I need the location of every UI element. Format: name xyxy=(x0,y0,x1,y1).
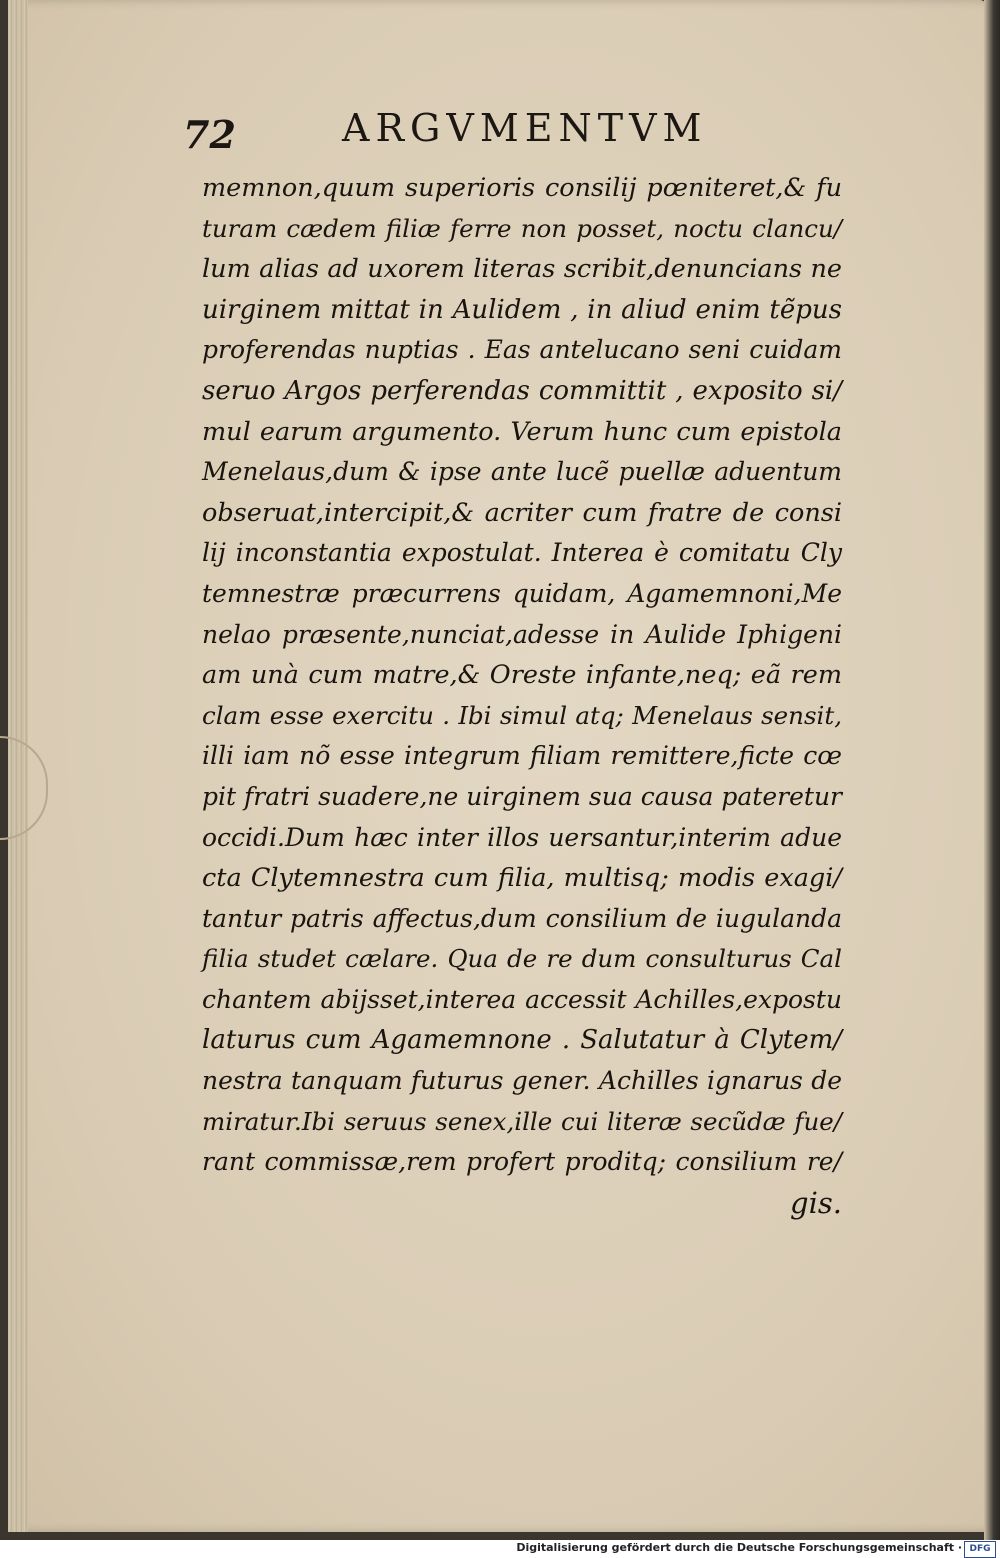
text-line: chantem abijsset,interea accessit Achilles,expostu xyxy=(202,984,842,1014)
text-line: lum alias ad uxorem literas scribit,denuncians ne xyxy=(202,254,842,285)
text-line: clam esse exercitu . Ibi simul atq; Menelaus sensit, xyxy=(202,700,842,730)
text-line: filia studet cælare. Qua de re dum consulturus Cal xyxy=(202,944,842,974)
text-line: cta Clytemnestra cum filia, multisq; modis exagi/ xyxy=(202,863,842,894)
text-line: laturus cum Agamemnone . Salutatur à Clytem/ xyxy=(202,1025,842,1056)
text-line: proferendas nuptias . Eas antelucano seni cuidam xyxy=(202,335,842,365)
text-line: seruo Argos perferendas committit , exposito si/ xyxy=(202,375,842,406)
catchword: gis. xyxy=(790,1185,842,1220)
text-line: am unà cum matre,& Oreste infante,neq; eã rem xyxy=(202,660,842,691)
text-line: nelao præsente,nunciat,adesse in Aulide Iphigeni xyxy=(202,619,842,649)
text-line: miratur.Ibi seruus senex,ille cui literæ secũdæ fue/ xyxy=(202,1106,842,1136)
text-line: pit fratri suadere,ne uirginem sua causa pateretur xyxy=(202,781,842,811)
page-number: 72 xyxy=(183,112,236,157)
text-line: nestra tanquam futurus gener. Achilles ignarus de xyxy=(202,1066,842,1096)
text-line: mul earum argumento. Verum hunc cum epistola xyxy=(202,416,842,447)
text-line: illi iam nõ esse integrum filiam remittere,ficte cœ xyxy=(202,741,842,771)
text-line: rant commissæ,rem profert proditq; consilium re/ xyxy=(202,1147,842,1177)
text-line: lij inconstantia expostulat. Interea è comitatu Cly xyxy=(202,538,842,568)
text-line: obseruat,intercipit,& acriter cum fratre de consi xyxy=(202,497,842,528)
text-line: occidi.Dum hæc inter illos uersantur,interim adue xyxy=(202,822,842,852)
text-line: temnestræ præcurrens quidam, Agamemnoni,Me xyxy=(202,578,842,608)
body-text xyxy=(202,168,842,1223)
text-line: tantur patris affectus,dum consilium de iugulanda xyxy=(202,903,842,933)
running-head: ARGVMENTVM xyxy=(342,106,708,150)
book-binding-edge xyxy=(984,0,1000,1540)
text-line: memnon,quum superioris consilij pœniteret,& fu xyxy=(202,173,842,203)
dfg-logo: DFG xyxy=(964,1541,996,1558)
text-line: turam cædem filiæ ferre non posset, noctu clancu/ xyxy=(202,213,842,243)
text-line: uirginem mittat in Aulidem , in aliud enim tẽpus xyxy=(202,294,842,325)
funding-credit: Digitalisierung gefördert durch die Deutsche Forschungsgemeinschaft · xyxy=(516,1541,962,1554)
text-line: Menelaus,dum & ipse ante lucẽ puellæ aduentum xyxy=(202,457,842,487)
